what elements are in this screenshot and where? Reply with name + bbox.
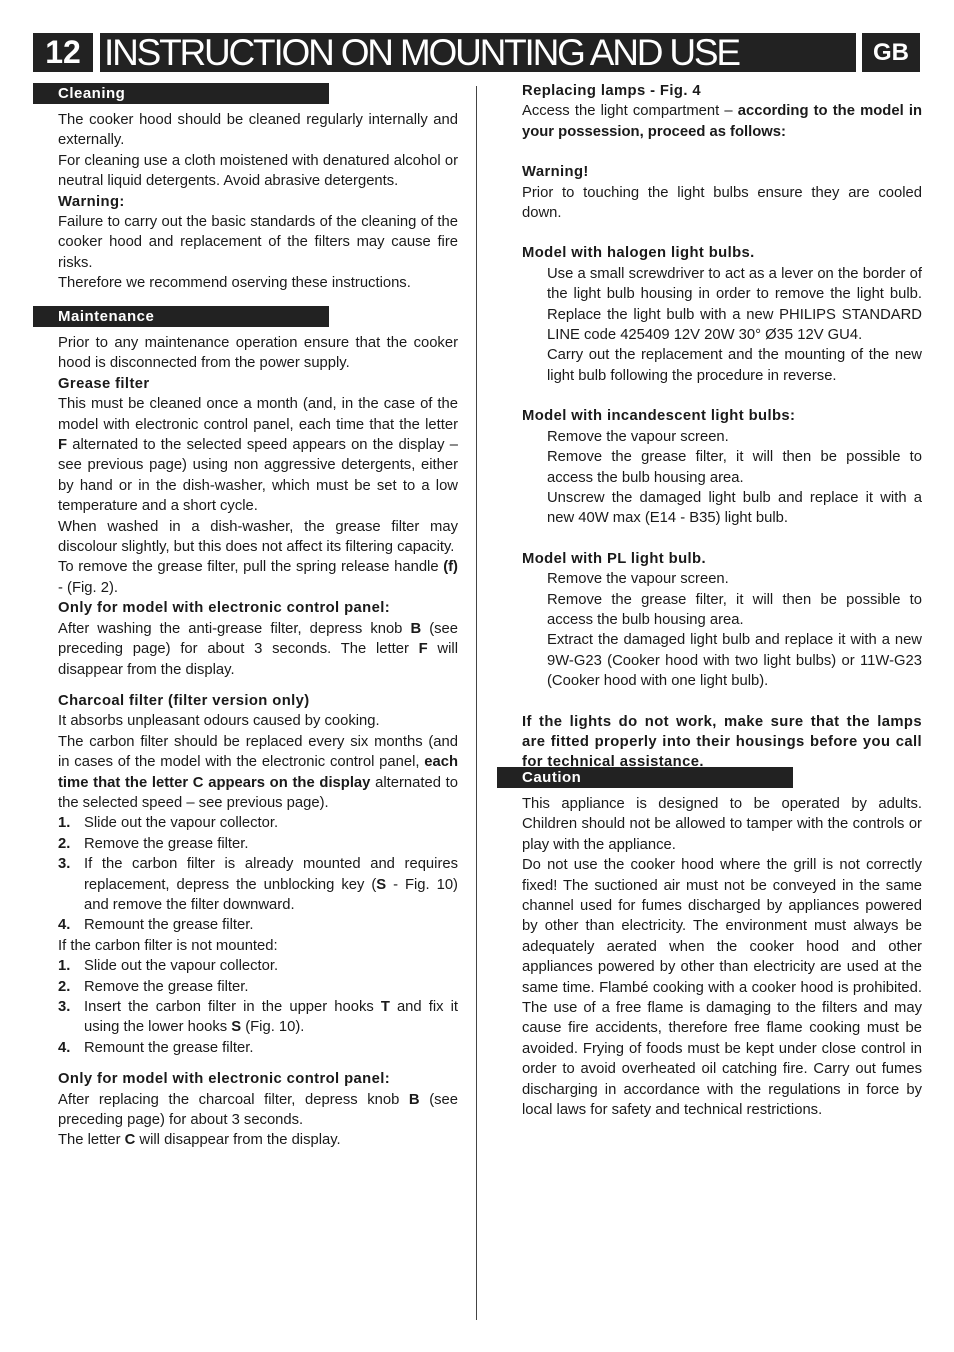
lights-note: If the lights do not work, make sure that the lamps are fitted properly into their housings before you call for technical assistance. bbox=[522, 713, 922, 771]
electronic-panel-label: Only for model with electronic control panel: bbox=[58, 600, 391, 617]
grease-paragraph bbox=[58, 557, 458, 598]
text: and fix it using the lower hooks bbox=[84, 999, 458, 1036]
knob-b: B bbox=[408, 1091, 420, 1108]
knob-b: B bbox=[410, 620, 422, 637]
list-text: Remove the grease filter. bbox=[84, 835, 249, 852]
text: Insert the carbon filter in the upper hooks bbox=[84, 999, 381, 1015]
incandescent-label: Model with incandescent light bulbs: bbox=[522, 408, 796, 425]
list-number: 4. bbox=[58, 1039, 71, 1056]
letter-f: F bbox=[58, 437, 68, 454]
charcoal-paragraph: It absorbs unpleasant odours caused by cooking. bbox=[58, 713, 380, 730]
grease-filter-label: Grease filter bbox=[58, 375, 150, 392]
list-item bbox=[58, 956, 458, 976]
page-number: 12 bbox=[33, 33, 93, 72]
electronic-panel-label: Only for model with electronic control panel: bbox=[58, 1071, 391, 1088]
page-title: INSTRUCTION ON MOUNTING AND USE bbox=[100, 33, 856, 72]
cleaning-heading: Cleaning bbox=[33, 83, 329, 104]
caution-paragraph: This appliance is designed to be operated by adults. Children should not be allowed to tamper with the controls or play with the appliance. bbox=[522, 796, 922, 853]
charcoal-paragraph bbox=[58, 732, 458, 814]
caution-paragraph: Do not use the cooker hood where the grill is not correctly fixed! The suctioned air must not be conveyed in the same channel used for fumes discharged by appliances powered by other than electricity. The environment must always be adequately aerated when the cooker hood and other appliances powered by other than electricity are used at the same time. Flambé cooking with a cooker hood is prohibited. The use of a free flame is damaging to the filters and may cause fire accidents, therefore free flame cooking must be avoided. Frying of foods must be kept under close control in order to avoid overheated oil catching fire. Carry out fumes discharging in accordance with the regulations in force by local laws for safety and technical restrictions. bbox=[522, 857, 922, 1119]
text: (see preceding page) for about 3 seconds. bbox=[58, 1091, 458, 1129]
text: The letter bbox=[58, 1132, 125, 1149]
electronic-paragraph bbox=[58, 1130, 458, 1150]
emphasis: each time that the letter C appears on the display bbox=[58, 754, 458, 791]
text: This must be cleaned once a month (and, in the case of the model with electronic control panel, each time that the letter bbox=[58, 396, 458, 433]
list-text: Remove the grease filter. bbox=[84, 978, 249, 995]
list-item bbox=[58, 834, 458, 854]
column-divider bbox=[476, 86, 477, 1320]
list-number: 2. bbox=[58, 835, 71, 852]
text: To remove the grease filter, pull the spring release handle bbox=[58, 559, 444, 576]
incandescent-paragraph: Remove the grease filter, it will then be possible to access the bulb housing area. bbox=[547, 449, 922, 486]
warning-label: Warning! bbox=[522, 164, 589, 181]
grease-paragraph: When washed in a dish-washer, the grease filter may discolour slightly, but this does not affect its filtering capacity. bbox=[58, 518, 458, 556]
text: - (Fig. 2). bbox=[58, 579, 119, 596]
letter-c: C bbox=[124, 1132, 136, 1149]
language-badge: GB bbox=[862, 33, 920, 72]
list-number: 3. bbox=[58, 856, 71, 873]
cleaning-paragraph: For cleaning use a cloth moistened with denatured alcohol or neutral liquid detergents. Avoid abrasive detergents. bbox=[58, 152, 458, 190]
cleaning-paragraph: The cooker hood should be cleaned regularly internally and externally. bbox=[58, 112, 458, 149]
key-s: S bbox=[376, 876, 387, 893]
cleaning-section bbox=[58, 110, 458, 294]
text: (Fig. 10). bbox=[241, 1019, 305, 1036]
incandescent-paragraph: Remove the vapour screen. bbox=[547, 428, 729, 445]
text: alternated to the selected speed – see previous page). bbox=[58, 774, 458, 811]
text: After washing the anti-grease filter, depress knob bbox=[58, 620, 411, 637]
list-number: 3. bbox=[58, 999, 71, 1015]
caution-section bbox=[522, 794, 922, 1121]
list-number: 1. bbox=[58, 958, 71, 975]
caution-heading: Caution bbox=[497, 767, 793, 788]
warning-label: Warning: bbox=[58, 193, 125, 210]
list-text: Remount the grease filter. bbox=[84, 1039, 254, 1056]
replacing-lamps-label: Replacing lamps - Fig. 4 bbox=[522, 83, 701, 99]
halogen-paragraph: Use a small screwdriver to act as a lever on the border of the light bulb housing in order to remove the light bulb. Replace the light bulb with a new PHILIPS STANDARD LINE code 425409 12V 20W 30° Ø35 12V GU4. bbox=[547, 265, 922, 344]
list-item bbox=[58, 854, 458, 915]
text: will disappear from the display. bbox=[58, 641, 458, 678]
cleaning-paragraph: Failure to carry out the basic standards of the cleaning of the cooker hood and replacement of the filters may cause fire risks. bbox=[58, 214, 458, 271]
list-item bbox=[58, 977, 458, 997]
lamps-section bbox=[522, 81, 922, 773]
pl-paragraph: Remove the grease filter, it will then be possible to access the bulb housing area. bbox=[547, 591, 922, 628]
halogen-label: Model with halogen light bulbs. bbox=[522, 245, 755, 262]
list-text: Slide out the vapour collector. bbox=[84, 958, 279, 975]
hook-s: S bbox=[231, 1019, 242, 1036]
list-text bbox=[84, 997, 458, 1038]
pl-paragraph: Extract the damaged light bulb and replace it with a new 9W-G23 (Cooker hood with two light bulbs) or 11W-G23 (Cooker hood with one light bulb). bbox=[547, 632, 922, 690]
incandescent-paragraph: Unscrew the damaged light bulb and replace it with a new 40W max (E14 - B35) light bulb. bbox=[547, 489, 922, 527]
list-item bbox=[58, 997, 458, 1038]
list-number: 1. bbox=[58, 815, 71, 832]
text: alternated to the selected speed appears on the display – see previous page) using non aggressive detergents, either by hand or in the dish-washer, which must be set to a low temperature and a short cycle. bbox=[58, 437, 458, 515]
electronic-paragraph bbox=[58, 619, 458, 680]
list-text: Slide out the vapour collector. bbox=[84, 815, 279, 832]
hook-t: T bbox=[380, 999, 390, 1015]
maintenance-paragraph: Prior to any maintenance operation ensure that the cooker hood is disconnected from the power supply. bbox=[58, 335, 458, 372]
list-text bbox=[84, 854, 458, 915]
text: Access the light compartment – bbox=[522, 103, 738, 120]
emphasis: according to the model in your possession, proceed as follows: bbox=[522, 103, 922, 140]
pl-label: Model with PL light bulb. bbox=[522, 550, 706, 567]
text: The carbon filter should be replaced every six months (and in cases of the model with the electronic control panel, bbox=[58, 733, 458, 771]
list-item bbox=[58, 915, 458, 935]
handle-ref: (f) bbox=[443, 559, 458, 576]
list-number: 4. bbox=[58, 917, 71, 934]
warning-paragraph: Prior to touching the light bulbs ensure they are cooled down. bbox=[522, 184, 922, 222]
letter-f: F bbox=[418, 641, 428, 658]
maintenance-heading: Maintenance bbox=[33, 306, 329, 327]
cleaning-paragraph: Therefore we recommend oserving these instructions. bbox=[58, 275, 411, 292]
halogen-paragraph: Carry out the replacement and the mounting of the new light bulb following the procedure in reverse. bbox=[547, 347, 922, 384]
pl-paragraph: Remove the vapour screen. bbox=[547, 571, 729, 588]
not-mounted-text: If the carbon filter is not mounted: bbox=[58, 937, 278, 954]
grease-paragraph bbox=[58, 394, 458, 516]
list-item bbox=[58, 1038, 458, 1058]
text: (see preceding page) for about 3 seconds. The letter bbox=[58, 620, 458, 658]
text: If the carbon filter is already mounted and requires replacement, depress the unblocking key ( bbox=[84, 856, 458, 893]
charcoal-filter-label: Charcoal filter (filter version only) bbox=[58, 692, 310, 709]
text: After replacing the charcoal filter, depress knob bbox=[58, 1091, 409, 1108]
maintenance-section bbox=[58, 333, 458, 1151]
electronic-paragraph bbox=[58, 1090, 458, 1131]
lamps-paragraph bbox=[522, 101, 922, 142]
list-text: Remount the grease filter. bbox=[84, 917, 254, 934]
text: will disappear from the display. bbox=[135, 1132, 341, 1149]
text: - Fig. 10) and remove the filter downward. bbox=[84, 876, 458, 913]
list-item bbox=[58, 813, 458, 833]
list-number: 2. bbox=[58, 978, 71, 995]
